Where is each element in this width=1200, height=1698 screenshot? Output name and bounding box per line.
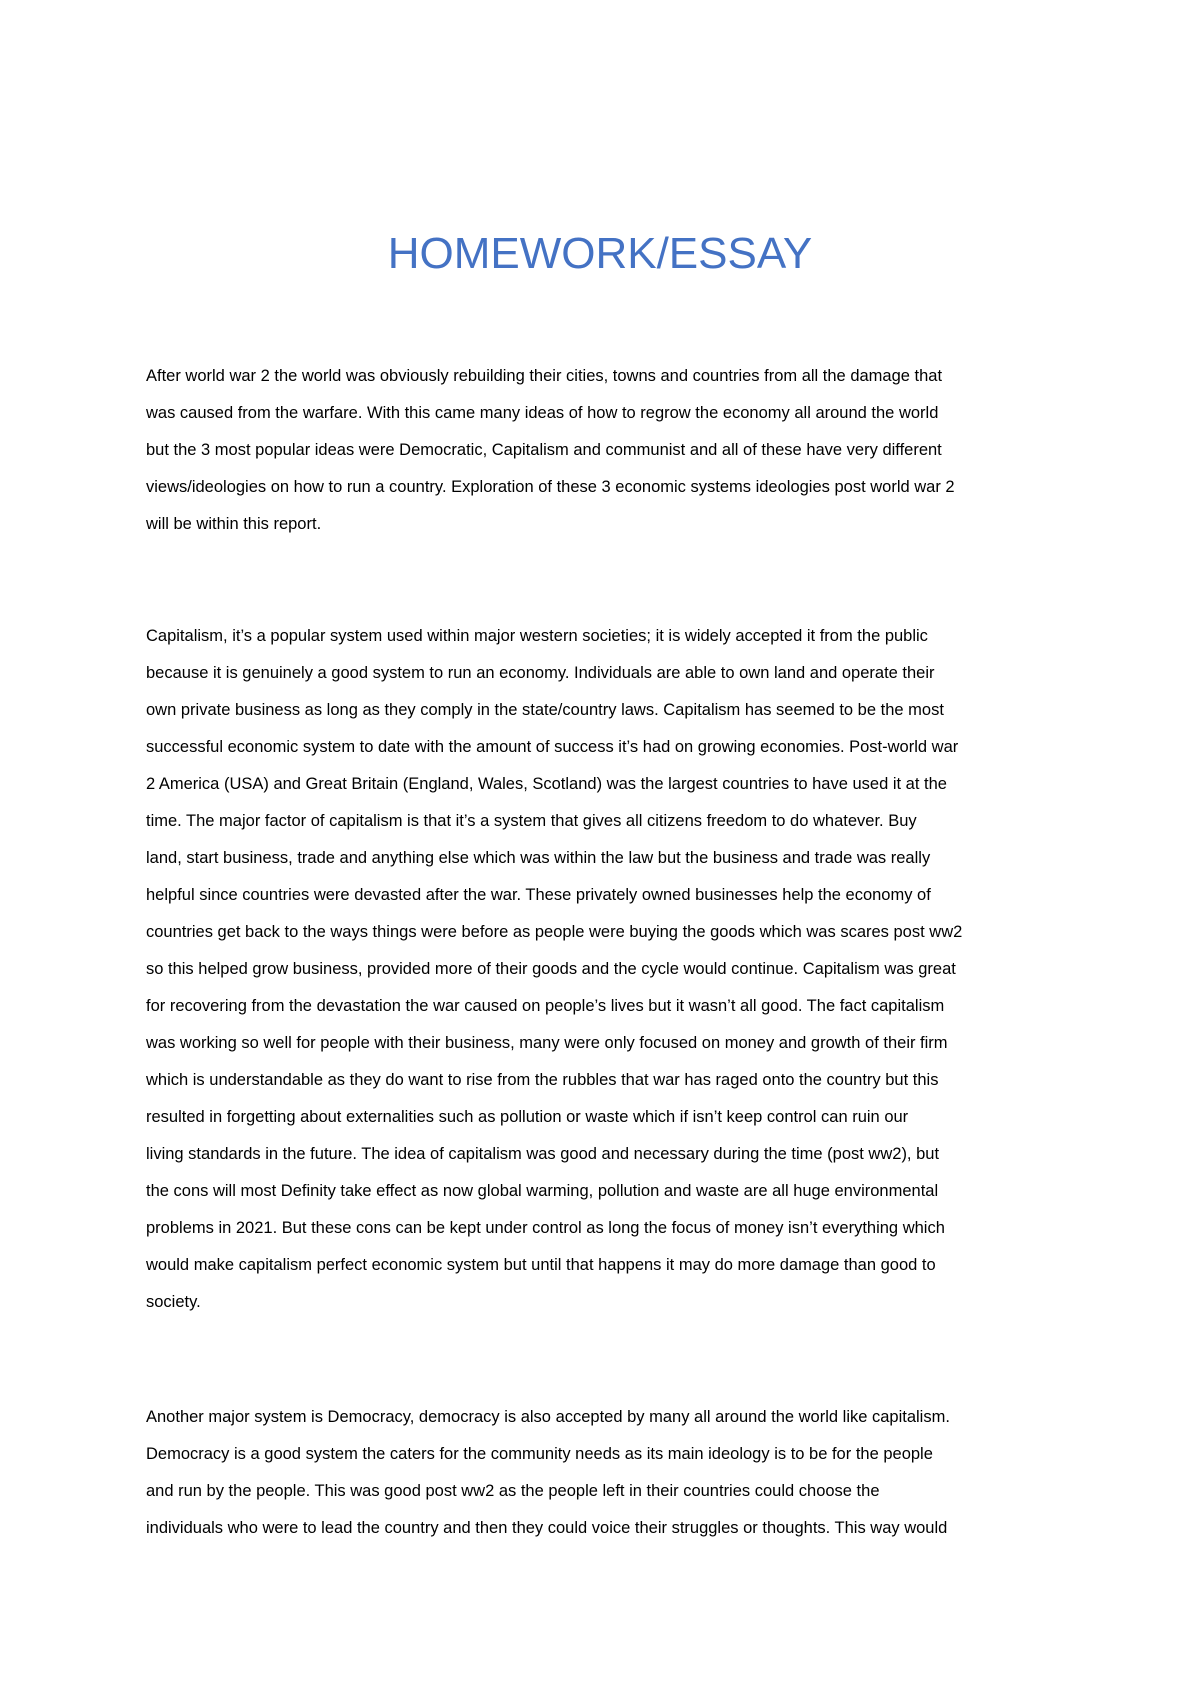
text-line: individuals who were to lead the country and then they could voice their struggles or thoughts. This way would <box>146 1519 948 1537</box>
text-line: but the 3 most popular ideas were Democratic, Capitalism and communist and all of these have very different <box>146 441 942 459</box>
text-line: for recovering from the devastation the war caused on people’s lives but it wasn’t all good. The fact capitalism <box>146 997 945 1015</box>
text-line: 2 America (USA) and Great Britain (England, Wales, Scotland) was the largest countries to have used it at the <box>146 775 947 793</box>
paragraph-democracy <box>146 1399 1064 1547</box>
text-line: land, start business, trade and anything else which was within the law but the business and trade was really <box>146 849 931 867</box>
text-line: problems in 2021. But these cons can be kept under control as long the focus of money isn’t everything which <box>146 1219 945 1237</box>
text-line: society. <box>146 1293 201 1311</box>
text-line: Capitalism, it’s a popular system used within major western societies; it is widely accepted it from the public <box>146 627 928 645</box>
text-line: resulted in forgetting about externalities such as pollution or waste which if isn’t keep control can ruin our <box>146 1108 909 1126</box>
paragraph-capitalism <box>146 618 1064 1321</box>
paragraph-introduction <box>146 358 1064 543</box>
text-line: and run by the people. This was good post ww2 as the people left in their countries could choose the <box>146 1482 880 1500</box>
text-line: was caused from the warfare. With this came many ideas of how to regrow the economy all around the world <box>146 404 939 422</box>
text-line: living standards in the future. The idea of capitalism was good and necessary during the time (post ww2), but <box>146 1145 940 1163</box>
text-line: own private business as long as they comply in the state/country laws. Capitalism has seemed to be the most <box>146 701 944 719</box>
text-line: After world war 2 the world was obviously rebuilding their cities, towns and countries from all the damage that <box>146 367 943 385</box>
text-line: because it is genuinely a good system to run an economy. Individuals are able to own land and operate their <box>146 664 935 682</box>
text-line: the cons will most Definity take effect as now global warming, pollution and waste are all huge environmental <box>146 1182 939 1200</box>
text-line: so this helped grow business, provided more of their goods and the cycle would continue. Capitalism was great <box>146 960 956 978</box>
text-line: successful economic system to date with the amount of success it’s had on growing economies. Post-world war <box>146 738 959 756</box>
text-line: was working so well for people with their business, many were only focused on money and growth of their firm <box>146 1034 948 1052</box>
text-line: helpful since countries were devasted after the war. These privately owned businesses help the economy of <box>146 886 931 904</box>
text-line: which is understandable as they do want to rise from the rubbles that war has raged onto the country but this <box>146 1071 939 1089</box>
text-line: Another major system is Democracy, democracy is also accepted by many all around the world like capitalism. <box>146 1408 950 1426</box>
text-line: Democracy is a good system the caters for the community needs as its main ideology is to be for the people <box>146 1445 933 1463</box>
text-line: countries get back to the ways things were before as people were buying the goods which was scares post ww2 <box>146 923 963 941</box>
text-line: would make capitalism perfect economic system but until that happens it may do more damage than good to <box>146 1256 936 1274</box>
text-line: time. The major factor of capitalism is that it’s a system that gives all citizens freedom to do whatever. Buy <box>146 812 917 830</box>
text-line: views/ideologies on how to run a country. Exploration of these 3 economic systems ideologies post world war 2 <box>146 478 955 496</box>
document-title: HOMEWORK/ESSAY <box>387 229 813 278</box>
text-line: will be within this report. <box>146 515 322 533</box>
